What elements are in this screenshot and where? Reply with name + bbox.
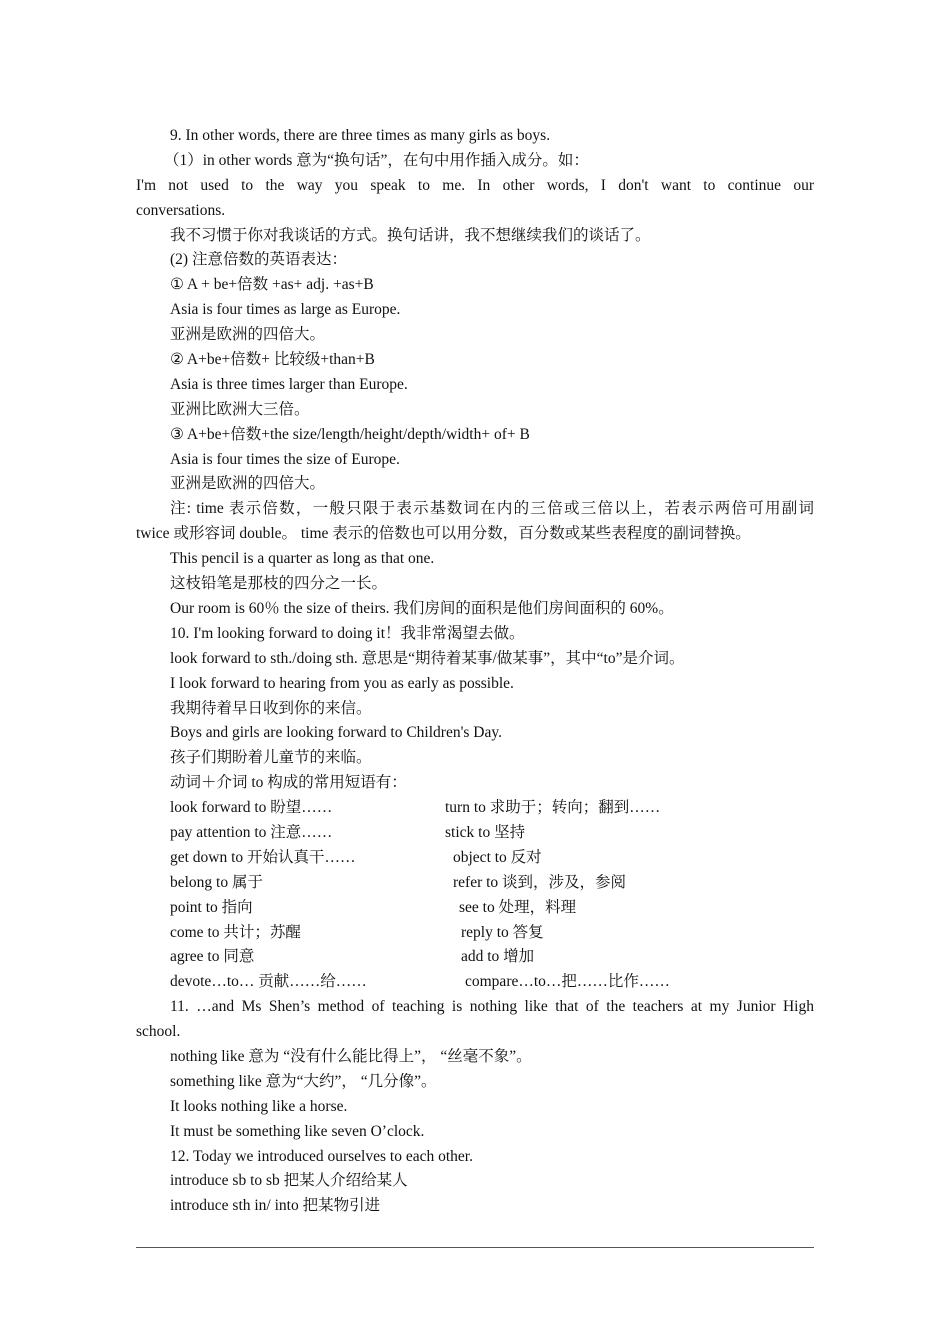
heading-item-10: 10. I'm looking forward to doing it！我非常渴望去做。 xyxy=(170,624,525,642)
example-sentence: It must be something like seven O’clock. xyxy=(170,1122,425,1140)
example-sentence: Asia is four times the size of Europe. xyxy=(170,450,400,468)
phrase-left: look forward to 盼望…… xyxy=(170,799,333,817)
example-sentence: This pencil is a quarter as long as that one. xyxy=(170,550,435,568)
phrase-right: refer to 谈到，涉及，参阅 xyxy=(453,873,627,891)
phrase-right: add to 增加 xyxy=(461,948,535,966)
example-sentence: I look forward to hearing from you as early as possible. xyxy=(170,674,514,692)
translation: 亚洲是欧洲的四倍大。 xyxy=(170,475,326,493)
phrase-left: get down to 开始认真干…… xyxy=(170,848,356,866)
heading-item-12: 12. Today we introduced ourselves to each other. xyxy=(170,1147,473,1165)
example-sentence: Asia is four times as large as Europe. xyxy=(170,301,401,319)
document-body xyxy=(136,124,814,1219)
phrase-list-intro: 动词＋介词 to 构成的常用短语有： xyxy=(170,774,407,792)
example-sentence: Asia is three times larger than Europe. xyxy=(170,375,408,393)
phrase-right: reply to 答复 xyxy=(461,923,544,941)
phrase-left: come to 共计；苏醒 xyxy=(170,923,301,941)
phrase-right: object to 反对 xyxy=(453,848,542,866)
pattern-2: ② A+be+倍数+ 比较级+than+B xyxy=(170,351,375,369)
translation: 孩子们期盼着儿童节的来临。 xyxy=(170,749,372,767)
heading-item-11-cont: school. xyxy=(136,1023,181,1041)
phrase-left: pay attention to 注意…… xyxy=(170,823,333,841)
phrase-left: point to 指向 xyxy=(170,898,253,916)
note-look-forward: look forward to sth./doing sth. 意思是“期待着某事/做某事”，其中“to”是介词。 xyxy=(170,649,685,667)
phrase-left: agree to 同意 xyxy=(170,948,255,966)
phrase-right: turn to 求助于；转向；翻到…… xyxy=(445,799,661,817)
pattern-3: ③ A+be+倍数+the size/length/height/depth/width+ of+ B xyxy=(170,425,530,443)
example-sentence: Our room is 60％ the size of theirs. 我们房间的面积是他们房间面积的 60%。 xyxy=(170,599,674,617)
example-sentence: I'm not used to the way you speak to me. In other words, I don't want to continue our xyxy=(136,176,814,194)
translation: 我期待着早日收到你的来信。 xyxy=(170,699,372,717)
pattern-1: ① A + be+倍数 +as+ adj. +as+B xyxy=(170,276,374,294)
note-introduce-sb: introduce sb to sb 把某人介绍给某人 xyxy=(170,1172,408,1190)
phrase-table xyxy=(136,796,814,995)
example-sentence: Boys and girls are looking forward to Children's Day. xyxy=(170,724,502,742)
phrase-right: stick to 坚持 xyxy=(445,823,526,841)
note-in-other-words: （1）in other words 意为“换句话”，在句中用作插入成分。如： xyxy=(164,151,589,169)
translation: 亚洲是欧洲的四倍大。 xyxy=(170,326,326,344)
translation: 亚洲比欧洲大三倍。 xyxy=(170,400,310,418)
heading-item-9: 9. In other words, there are three times as many girls as boys. xyxy=(170,127,551,144)
phrase-left: devote…to… 贡献……给…… xyxy=(170,973,367,991)
note-something-like: something like 意为“大约”， “几分像”。 xyxy=(170,1072,437,1090)
phrase-right: compare…to…把……比作…… xyxy=(465,973,670,991)
translation: 这枝铅笔是那枝的四分之一长。 xyxy=(170,575,388,593)
footer-divider xyxy=(136,1247,814,1248)
phrase-right: see to 处理，料理 xyxy=(459,898,577,916)
example-sentence-cont: conversations. xyxy=(136,201,226,219)
heading-item-11: 11. …and Ms Shen’s method of teaching is nothing like that of the teachers at my Junior High xyxy=(170,998,814,1016)
phrase-left: belong to 属于 xyxy=(170,873,263,891)
note-time: 注: time 表示倍数，一般只限于表示基数词在内的三倍或三倍以上，若表示两倍可用副词 xyxy=(170,500,814,518)
note-time-cont: twice 或形容词 double。 time 表示的倍数也可以用分数，百分数或某些表程度的副词替换。 xyxy=(136,525,751,543)
note-nothing-like: nothing like 意为 “没有什么能比得上”， “丝毫不象”。 xyxy=(170,1048,532,1065)
example-sentence: It looks nothing like a horse. xyxy=(170,1097,348,1115)
note-multiples: (2) 注意倍数的英语表达： xyxy=(170,251,347,269)
note-introduce-sth: introduce sth in/ into 把某物引进 xyxy=(170,1197,381,1215)
translation: 我不习惯于你对我谈话的方式。换句话讲，我不想继续我们的谈话了。 xyxy=(170,226,651,244)
